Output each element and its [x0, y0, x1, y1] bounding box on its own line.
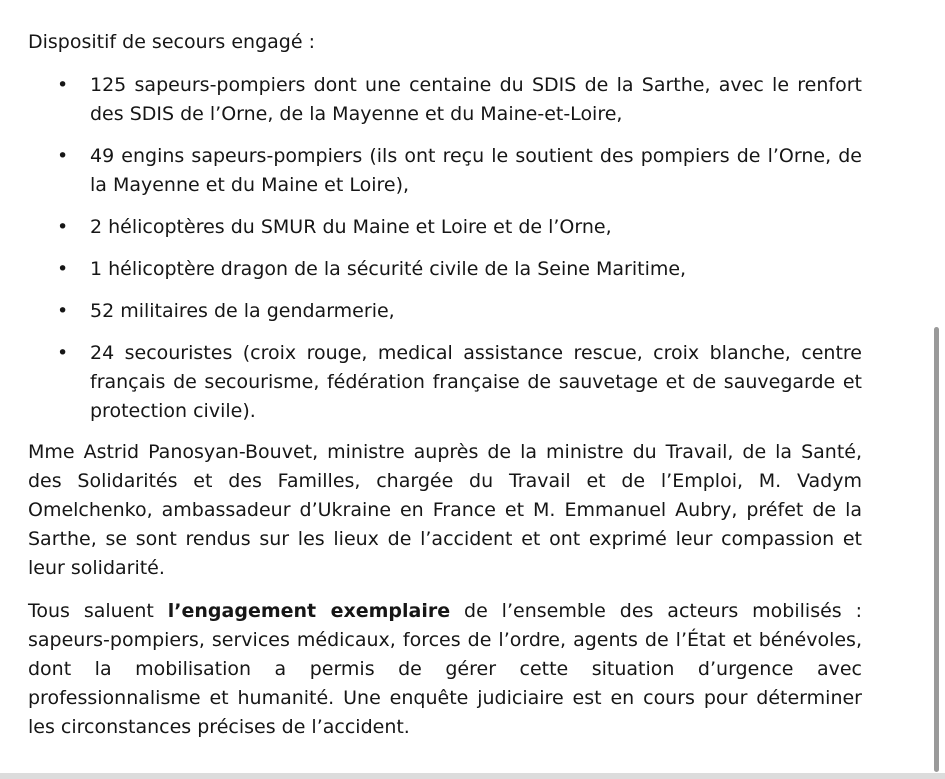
bullet-icon: • [57, 300, 69, 322]
tribute-emphasis: l’engagement exemplaire [167, 600, 451, 622]
list-item-text: 52 militaires de la gendarmerie, [90, 300, 395, 322]
bullet-icon: • [57, 145, 69, 167]
document-body [28, 28, 862, 756]
list-item [28, 142, 862, 200]
list-item [28, 339, 862, 426]
list-item-text: 1 hélicoptère dragon de la sécurité civile de la Seine Maritime, [90, 258, 687, 280]
list-item-text: 125 sapeurs-pompiers dont une centaine du SDIS de la Sarthe, avec le renfort des SDIS de l’Orne, de la Mayenne et du Maine-et-Loire, [90, 74, 862, 125]
bullet-icon: • [57, 74, 69, 96]
tribute-paragraph [28, 597, 862, 742]
list-item-text: 49 engins sapeurs-pompiers (ils ont reçu le soutient des pompiers de l’Orne, de la Mayenne et du Maine et Loire), [90, 145, 862, 196]
bullet-icon: • [57, 342, 69, 364]
list-item [28, 71, 862, 129]
list-item [28, 255, 862, 284]
tribute-text-before: Tous saluent [28, 600, 168, 622]
officials-paragraph: Mme Astrid Panosyan-Bouvet, ministre auprès de la ministre du Travail, de la Santé, des Solidarités et des Familles, chargée du Travail et de l’Emploi, M. Vadym Omelchenko, ambassadeur d’Ukraine en France et M. Emmanuel Aubry, préfet de la Sarthe, se sont rendus sur les lieux de l’accident et ont exprimé leur compassion et leur solidarité. [28, 441, 862, 579]
vertical-scrollbar[interactable] [934, 327, 939, 772]
bullet-icon: • [57, 258, 69, 280]
bullet-icon: • [57, 216, 69, 238]
list-item [28, 213, 862, 242]
list-item [28, 297, 862, 326]
section-heading: Dispositif de secours engagé : [28, 31, 315, 53]
tribute-text-after: de l’ensemble des acteurs mobilisés : sapeurs-pompiers, services médicaux, forces de l’ordre, agents de l’État et bénévoles, dont la mobilisation a permis de gérer cette situation d’urgence avec professionnalisme et humanité. Une enquête judiciaire est en cours pour déterminer les circonstances précises de l’accident. [28, 600, 862, 738]
bottom-edge [0, 773, 945, 779]
rescue-resources-list [28, 71, 862, 426]
list-item-text: 24 secouristes (croix rouge, medical assistance rescue, croix blanche, centre français de secourisme, fédération française de sauvetage et de sauvegarde et protection civile). [90, 342, 862, 422]
list-item-text: 2 hélicoptères du SMUR du Maine et Loire et de l’Orne, [90, 216, 612, 238]
